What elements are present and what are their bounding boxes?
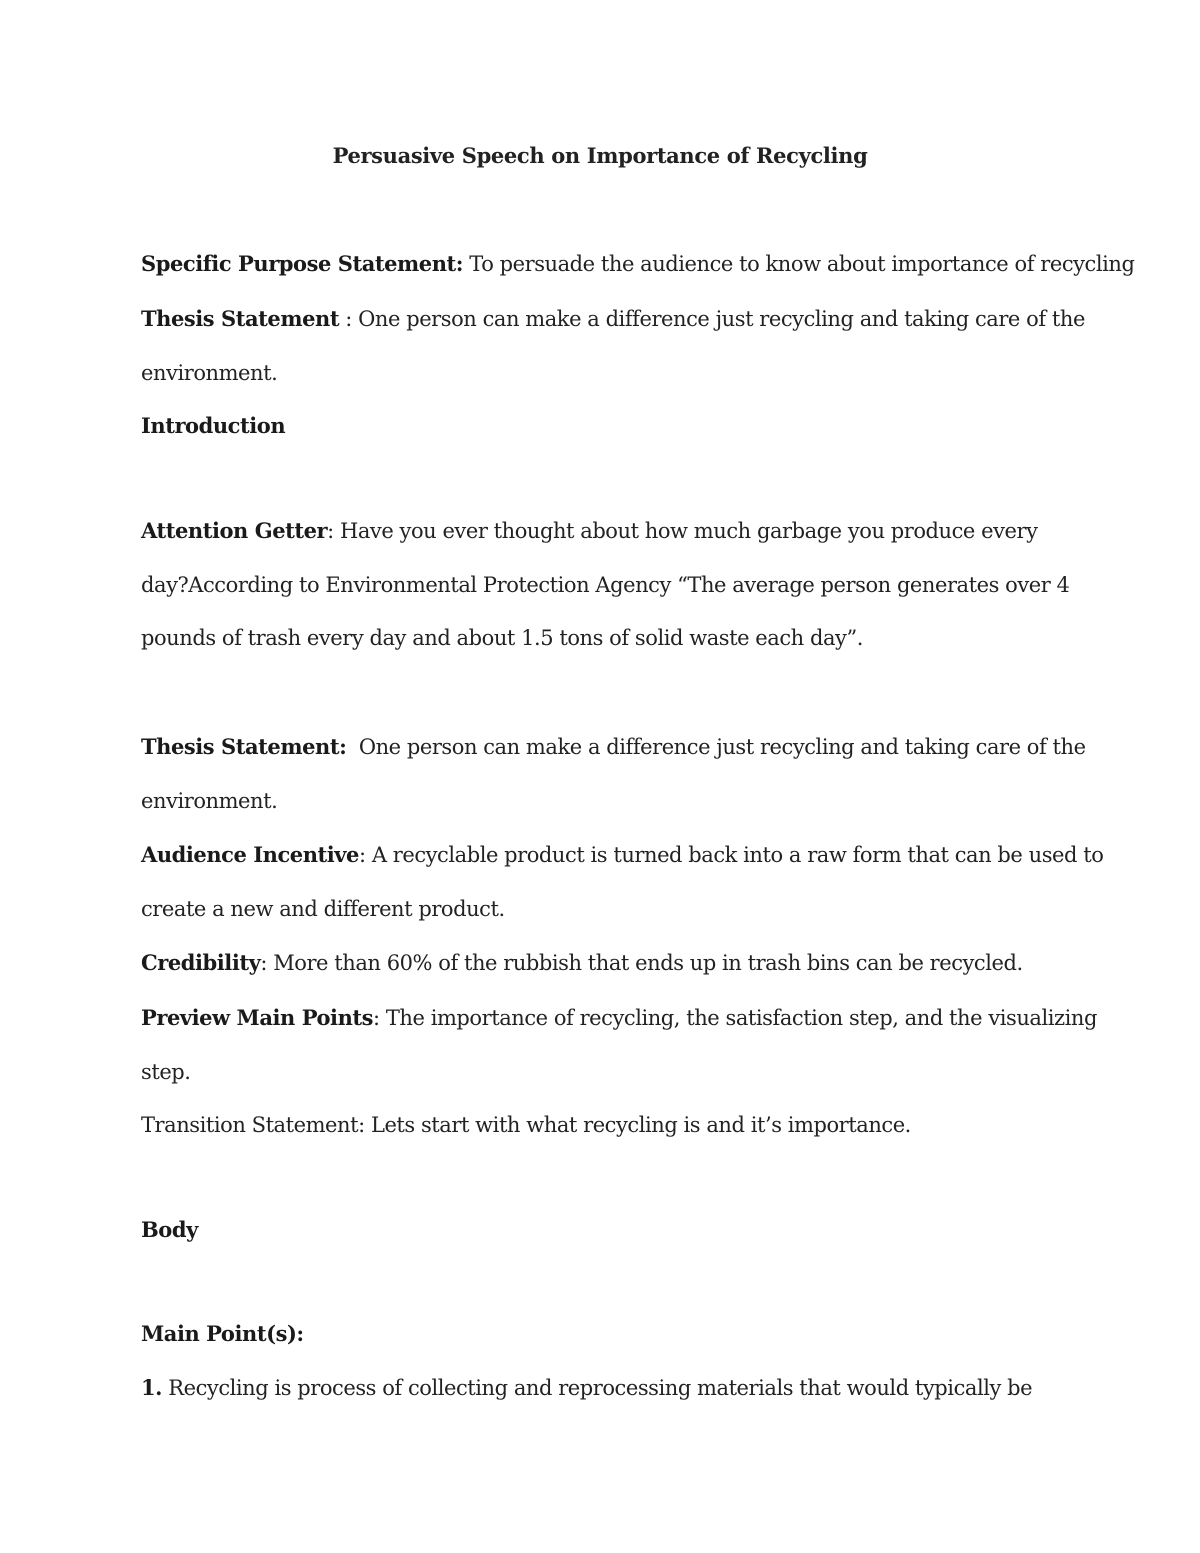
credibility-text: : More than 60% of the rubbish that ends up in trash bins can be recycled. (260, 951, 1023, 975)
specific-purpose-label: Specific Purpose Statement: (141, 251, 464, 276)
preview-main-points-label: Preview Main Points (141, 1005, 374, 1030)
attention-getter-text: : Have you ever thought about how much garbage you produce every (327, 519, 1038, 543)
audience-incentive-line-2: create a new and different product. (141, 897, 505, 921)
document-title: Persuasive Speech on Importance of Recycling (332, 143, 868, 168)
main-point-1-number: 1. (141, 1375, 163, 1400)
thesis-statement-2-line-2: environment. (141, 789, 278, 813)
specific-purpose-line (141, 250, 1134, 278)
attention-getter-line-2: day?According to Environmental Protection Agency “The average person generates over 4 (141, 573, 1070, 597)
transition-statement: Transition Statement: Lets start with what recycling is and it’s importance. (141, 1113, 911, 1137)
main-point-1 (141, 1374, 1032, 1402)
audience-incentive-label: Audience Incentive (141, 842, 359, 867)
credibility-line (141, 949, 1023, 977)
attention-getter-label: Attention Getter (141, 518, 328, 543)
main-point-1-text: Recycling is process of collecting and reprocessing materials that would typically be (162, 1376, 1033, 1400)
specific-purpose-text: To persuade the audience to know about importance of recycling (463, 252, 1135, 276)
body-heading: Body (141, 1217, 198, 1242)
preview-main-points-text: : The importance of recycling, the satisfaction step, and the visualizing (373, 1006, 1097, 1030)
introduction-heading: Introduction (141, 413, 286, 438)
preview-main-points-line-2: step. (141, 1060, 191, 1084)
thesis-statement-label: Thesis Statement (141, 306, 340, 331)
credibility-label: Credibility (141, 950, 261, 975)
preview-main-points-line-1 (141, 1004, 1097, 1032)
main-points-heading: Main Point(s): (141, 1321, 304, 1346)
thesis-statement-text: : One person can make a difference just recycling and taking care of the (339, 307, 1085, 331)
audience-incentive-text: : A recyclable product is turned back into a raw form that can be used to (358, 843, 1104, 867)
thesis-statement-2-text: One person can make a difference just recycling and taking care of the (346, 735, 1086, 759)
attention-getter-line-1 (141, 517, 1038, 545)
thesis-statement-2-label: Thesis Statement: (141, 734, 347, 759)
attention-getter-line-3: pounds of trash every day and about 1.5 tons of solid waste each day”. (141, 626, 863, 650)
audience-incentive-line-1 (141, 841, 1103, 869)
thesis-statement-line-2: environment. (141, 361, 278, 385)
thesis-statement-line-1 (141, 305, 1085, 333)
thesis-statement-2-line-1 (141, 733, 1086, 761)
